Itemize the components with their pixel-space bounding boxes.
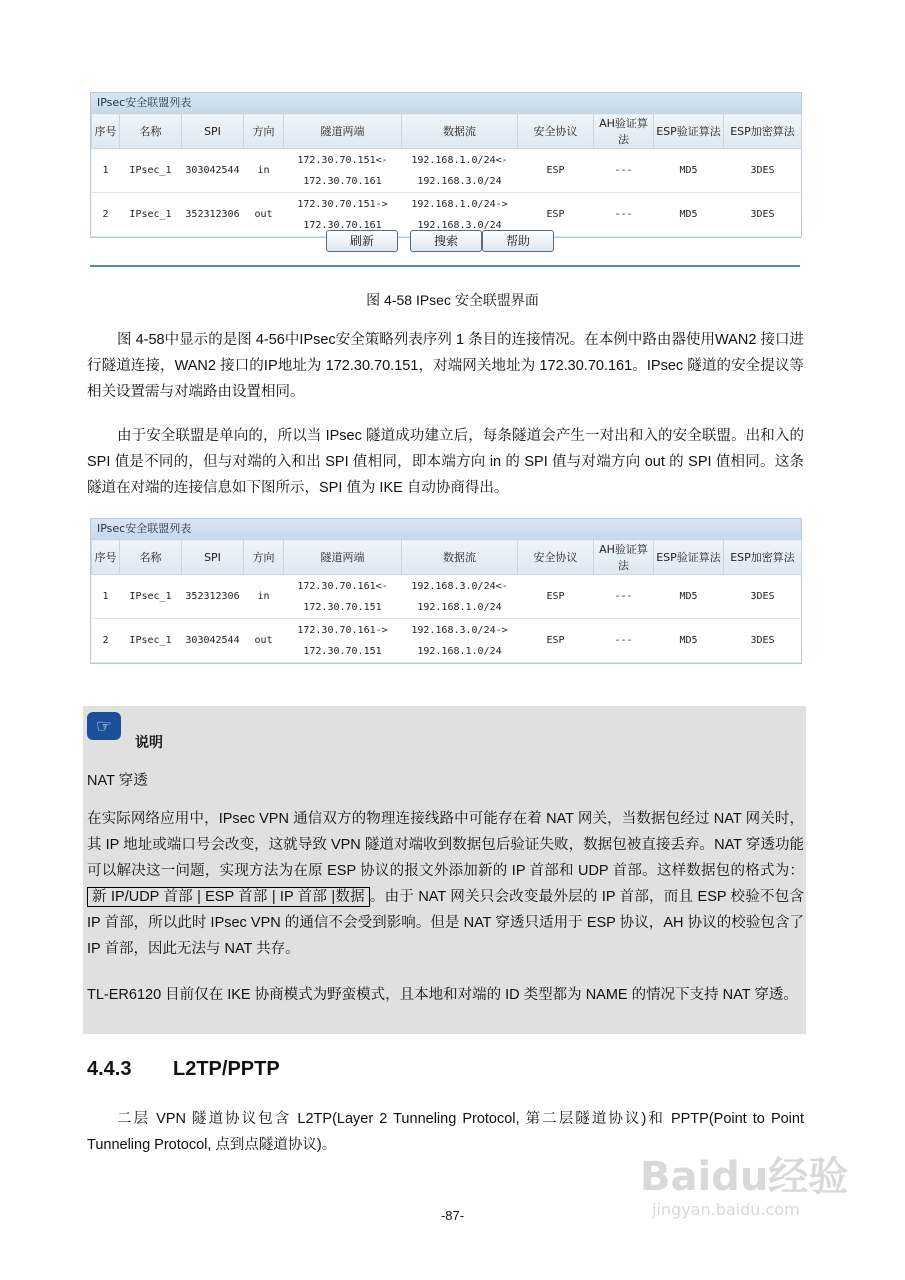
sa-table-title: IPsec安全联盟列表 — [91, 93, 801, 113]
cell-tunnel-ends — [284, 575, 402, 619]
flow-remote: 192.168.3.0/24 — [417, 219, 502, 231]
cell-protocol: ESP — [518, 193, 594, 237]
flow-local: 192.168.1.0/24-> — [411, 198, 508, 210]
section-title: L2TP/PPTP — [173, 1058, 280, 1080]
search-button[interactable]: 搜索 — [410, 230, 482, 252]
cell-no: 1 — [92, 575, 120, 619]
cell-esp-auth: MD5 — [654, 149, 724, 193]
note-support: TL-ER6120 目前仅在 IKE 协商模式为野蛮模式，且本地和对端的 ID 类型都为 NAME 的情况下支持 NAT 穿透。 — [87, 987, 798, 1003]
paragraph-text: 图 4-58中显示的是图 4-56中IPsec安全策略列表序列 1 条目的连接情况。在本例中路由器使用WAN2 接口进行隧道连接，WAN2 接口的IP地址为 172.30.70.151，对端网关地址为 172.30.70.161。IPsec 隧道的安全提议等相关设置需与对端路由设置相同。 — [87, 332, 804, 400]
cell-name: IPsec_1 — [120, 619, 182, 663]
paragraph-2 — [87, 423, 804, 501]
cell-esp-enc: 3DES — [724, 619, 802, 663]
section-number: 4.4.3 — [87, 1058, 132, 1080]
col-header: 名称 — [120, 114, 182, 149]
col-header: 方向 — [244, 540, 284, 575]
cell-ah-auth: --- — [594, 149, 654, 193]
col-header: 方向 — [244, 114, 284, 149]
pointing-hand-icon: ☞ — [87, 712, 121, 740]
cell-name: IPsec_1 — [120, 193, 182, 237]
cell-ah-auth: --- — [594, 575, 654, 619]
cell-esp-auth: MD5 — [654, 193, 724, 237]
figure-caption: 图 4-58 IPsec 安全联盟界面 — [366, 292, 539, 308]
flow-remote: 192.168.1.0/24 — [417, 601, 502, 613]
tunnel-end-local: 172.30.70.161-> — [297, 624, 388, 636]
col-header: AH验证算法 — [594, 114, 654, 149]
col-header: SPI — [182, 540, 244, 575]
note-title: 说明 — [135, 734, 163, 750]
cell-esp-enc: 3DES — [724, 193, 802, 237]
button-bar — [90, 224, 800, 264]
tunnel-end-local: 172.30.70.151<- — [297, 154, 388, 166]
sa-table — [91, 539, 802, 663]
col-header: SPI — [182, 114, 244, 149]
flow-remote: 192.168.3.0/24 — [417, 175, 502, 187]
cell-no: 1 — [92, 149, 120, 193]
col-header: 隧道两端 — [284, 114, 402, 149]
watermark-logo: Baidu经验 — [640, 1154, 849, 1200]
cell-direction: out — [244, 619, 284, 663]
cell-spi: 352312306 — [182, 575, 244, 619]
col-header: 安全协议 — [518, 114, 594, 149]
table-row — [92, 619, 802, 663]
note-subtitle: NAT 穿透 — [87, 773, 148, 789]
sa-table-title: IPsec安全联盟列表 — [91, 519, 801, 539]
cell-esp-auth: MD5 — [654, 619, 724, 663]
note-text: 。由于 NAT 网关只会改变最外层的 IP 首部，而且 ESP 校验不包含 IP 首部，所以此时 IPsec VPN 的通信不会受到影响。但是 NAT 穿透只适用于 ESP 协议，AH 协议的校验包含了 IP 首部，因此无法与 NAT 共存。 — [87, 889, 805, 957]
cell-esp-auth: MD5 — [654, 575, 724, 619]
cell-ah-auth: --- — [594, 193, 654, 237]
cell-esp-enc: 3DES — [724, 575, 802, 619]
col-header: 安全协议 — [518, 540, 594, 575]
cell-tunnel-ends — [284, 149, 402, 193]
sa-table-panel-2 — [90, 518, 802, 664]
cell-direction: out — [244, 193, 284, 237]
paragraph-text: 由于安全联盟是单向的，所以当 IPsec 隧道成功建立后，每条隧道会产生一对出和入的安全联盟。出和入的 SPI 值是不同的，但与对端的入和出 SPI 值相同，即本端方向 in 的 SPI 值与对端方向 out 的 SPI 值相同。这条隧道在对端的连接信息如下图所示，SPI 值为 IKE 自动协商得出。 — [87, 428, 804, 496]
divider — [90, 265, 800, 267]
tunnel-end-remote: 172.30.70.161 — [303, 219, 382, 231]
tunnel-end-local: 172.30.70.151-> — [297, 198, 388, 210]
watermark-url: jingyan.baidu.com — [652, 1200, 800, 1219]
page-number: -87- — [440, 1208, 465, 1223]
flow-remote: 192.168.1.0/24 — [417, 645, 502, 657]
tunnel-end-remote: 172.30.70.151 — [303, 645, 382, 657]
cell-protocol: ESP — [518, 149, 594, 193]
col-header: 序号 — [92, 540, 120, 575]
col-header: ESP验证算法 — [654, 540, 724, 575]
note-box — [83, 706, 806, 1034]
section-heading — [87, 1058, 280, 1081]
col-header: 隧道两端 — [284, 540, 402, 575]
note-text: 在实际网络应用中，IPsec VPN 通信双方的物理连接线路中可能存在着 NAT 网关，当数据包经过 NAT 网关时，其 IP 地址或端口号会改变，这就导致 VPN 隧道对端收到数据包后验证失败，数据包被直接丢弃。NAT 穿透功能可以解决这一问题，实现方法为在原 ESP 协议的报文外添加新的 IP 首部和 UDP 首部。这样数据包的格式为： — [87, 811, 804, 879]
col-header: ESP验证算法 — [654, 114, 724, 149]
cell-name: IPsec_1 — [120, 575, 182, 619]
tunnel-end-remote: 172.30.70.161 — [303, 175, 382, 187]
cell-no: 2 — [92, 619, 120, 663]
col-header: ESP加密算法 — [724, 114, 802, 149]
col-header: AH验证算法 — [594, 540, 654, 575]
flow-local: 192.168.3.0/24-> — [411, 624, 508, 636]
cell-spi: 303042544 — [182, 619, 244, 663]
cell-spi: 352312306 — [182, 193, 244, 237]
tunnel-end-remote: 172.30.70.151 — [303, 601, 382, 613]
refresh-button[interactable]: 刷新 — [326, 230, 398, 252]
tunnel-end-local: 172.30.70.161<- — [297, 580, 388, 592]
table-row — [92, 575, 802, 619]
paragraph-1 — [87, 327, 804, 405]
col-header: 名称 — [120, 540, 182, 575]
cell-tunnel-ends — [284, 619, 402, 663]
col-header: 数据流 — [402, 114, 518, 149]
help-button[interactable]: 帮助 — [482, 230, 554, 252]
cell-ah-auth: --- — [594, 619, 654, 663]
cell-data-flow — [402, 619, 518, 663]
table-header-row — [92, 114, 802, 149]
cell-no: 2 — [92, 193, 120, 237]
cell-data-flow — [402, 575, 518, 619]
cell-protocol: ESP — [518, 575, 594, 619]
note-body — [87, 806, 804, 962]
flow-local: 192.168.1.0/24<- — [411, 154, 508, 166]
cell-direction: in — [244, 149, 284, 193]
col-header: ESP加密算法 — [724, 540, 802, 575]
sa-table — [91, 113, 802, 237]
flow-local: 192.168.3.0/24<- — [411, 580, 508, 592]
packet-format-box: 新 IP/UDP 首部 | ESP 首部 | IP 首部 |数据 — [87, 887, 370, 907]
cell-protocol: ESP — [518, 619, 594, 663]
cell-name: IPsec_1 — [120, 149, 182, 193]
cell-data-flow — [402, 149, 518, 193]
paragraph-text: 二层 VPN 隧道协议包含 L2TP(Layer 2 Tunneling Protocol, 第二层隧道协议)和 PPTP(Point to Point Tunneling Protocol, 点到点隧道协议)。 — [87, 1111, 804, 1153]
sa-table-panel-1 — [90, 92, 802, 238]
col-header: 数据流 — [402, 540, 518, 575]
cell-esp-enc: 3DES — [724, 149, 802, 193]
table-header-row — [92, 540, 802, 575]
col-header: 序号 — [92, 114, 120, 149]
cell-spi: 303042544 — [182, 149, 244, 193]
table-row — [92, 149, 802, 193]
cell-direction: in — [244, 575, 284, 619]
